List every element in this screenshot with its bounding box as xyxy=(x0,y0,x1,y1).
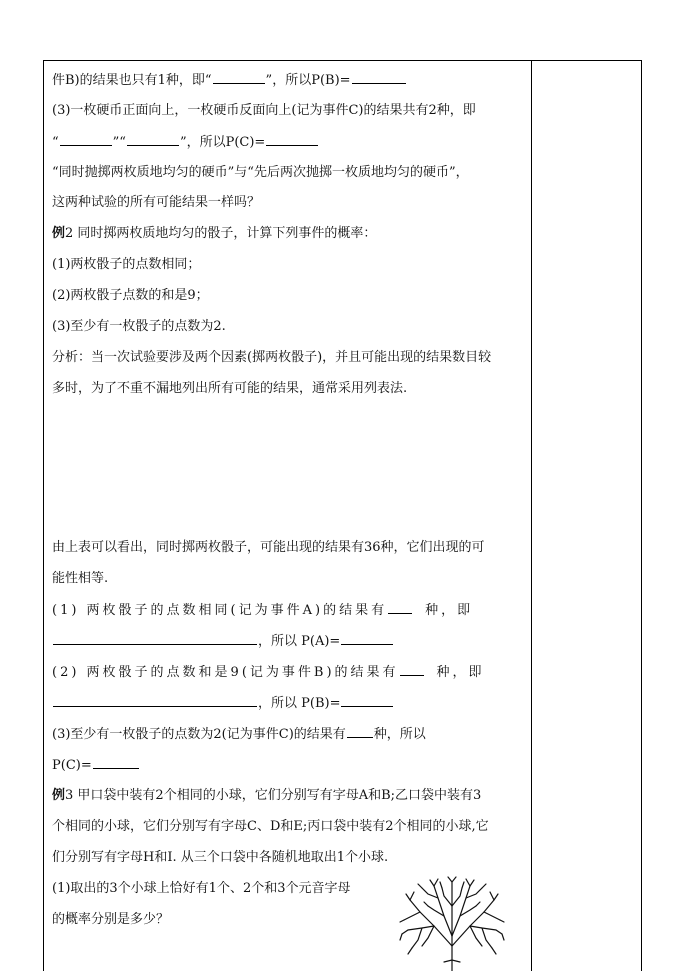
example-label: 例 xyxy=(52,226,66,241)
table-summary-line-1: 由上表可以看出，同时掷两枚骰子，可能出现的结果有36种，它们出现的可 xyxy=(52,540,485,555)
text: P(C)= xyxy=(52,758,92,773)
example-label: 例 xyxy=(52,788,66,803)
answer-3-line-2 xyxy=(52,755,140,776)
text: ”，所以P(C)= xyxy=(179,135,266,150)
text: ”，所以P(B)= xyxy=(265,73,351,88)
answer-blank[interactable] xyxy=(388,600,412,614)
answer-blank[interactable] xyxy=(352,70,406,84)
analysis-line-2: 多时，为了不重不漏地列出所有可能的结果，通常采用列表法. xyxy=(52,381,408,396)
answer-blank[interactable] xyxy=(400,662,424,676)
text: 种，即 xyxy=(425,603,474,618)
text: (1) 两枚骰子的点数相同(记为事件A)的结果有 xyxy=(52,603,388,618)
text: 2 同时掷两枚质地均匀的骰子，计算下列事件的概率： xyxy=(65,226,377,241)
example-3-q1: (1)取出的3个小球上恰好有1个、2个和3个元音字母 xyxy=(52,881,351,896)
text: 种，即 xyxy=(436,665,485,680)
answer-2-line-1 xyxy=(52,662,485,683)
text: (3)至少有一枚骰子的点数为2(记为事件C)的结果有 xyxy=(52,727,346,742)
table-summary-line-2: 能性相等. xyxy=(52,571,109,586)
answer-blank[interactable] xyxy=(127,132,179,146)
example-3-line-3: 们分别写有字母H和I. 从三个口袋中各随机地取出1个小球. xyxy=(52,850,389,865)
text: ，所以 P(B)= xyxy=(258,696,341,711)
example-2-q2: (2)两枚骰子点数的和是9； xyxy=(52,288,209,303)
line-event-c-result xyxy=(52,132,319,153)
text: 件B)的结果也只有1种，即“ xyxy=(52,73,212,88)
notes-column xyxy=(532,61,640,971)
text: 种，所以 xyxy=(373,727,426,742)
line-question-coins: “同时抛掷两枚质地均匀的硬币”与“先后两次抛掷一枚质地均匀的硬币”， xyxy=(52,165,469,180)
answer-3-line-1 xyxy=(52,724,426,745)
example-2-q3: (3)至少有一枚骰子的点数为2. xyxy=(52,319,226,334)
answer-blank[interactable] xyxy=(93,755,139,769)
answer-blank[interactable] xyxy=(341,693,393,707)
example-3-line-2: 个相同的小球，它们分别写有字母C、D和E;丙口袋中装有2个相同的小球,它 xyxy=(52,819,489,834)
answer-1-line-2 xyxy=(52,631,394,652)
analysis-line-1: 分析：当一次试验要涉及两个因素(掷两枚骰子)，并且可能出现的结果数目较 xyxy=(52,350,492,365)
line-question-coins-2: 这两种试验的所有可能结果一样吗？ xyxy=(52,195,261,210)
line-event-b-result xyxy=(52,70,407,91)
answer-blank[interactable] xyxy=(60,132,112,146)
answer-blank[interactable] xyxy=(213,70,265,84)
example-2-heading xyxy=(52,224,376,244)
tree-diagram-icon xyxy=(398,876,506,971)
answer-blank[interactable] xyxy=(341,631,393,645)
text: ”“ xyxy=(112,135,126,150)
text: (2) 两枚骰子的点数和是9(记为事件B)的结果有 xyxy=(52,665,399,680)
answer-blank[interactable] xyxy=(347,724,373,738)
text: ，所以 P(A)= xyxy=(258,634,341,649)
line-event-c: (3)一枚硬币正面向上，一枚硬币反面向上(记为事件C)的结果共有2种，即 xyxy=(52,103,476,118)
example-3-q1-cont: 的概率分别是多少？ xyxy=(52,912,170,927)
text: 3 甲口袋中装有2个相同的小球，它们分别写有字母A和B;乙口袋中装有3 xyxy=(65,788,482,803)
answer-1-line-1 xyxy=(52,600,473,621)
example-3-line-1 xyxy=(52,786,481,806)
answer-blank[interactable] xyxy=(53,631,257,645)
answer-2-line-2 xyxy=(52,693,394,714)
text: “ xyxy=(52,135,59,150)
answer-blank[interactable] xyxy=(266,132,318,146)
example-2-q1: (1)两枚骰子的点数相同； xyxy=(52,257,201,272)
answer-blank[interactable] xyxy=(53,693,257,707)
